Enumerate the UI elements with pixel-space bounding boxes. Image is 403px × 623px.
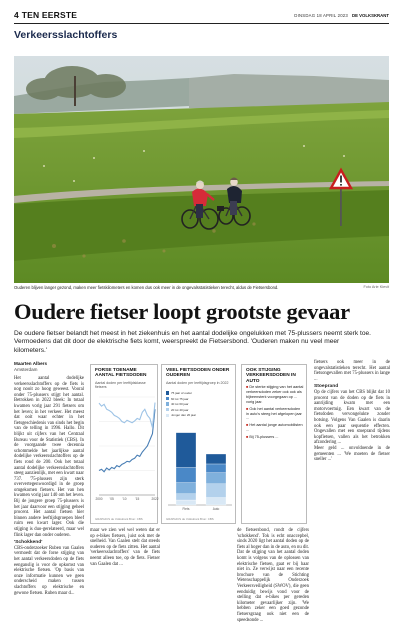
chart-fietsdoden-ouderen xyxy=(161,364,236,524)
stacked-bar-chart xyxy=(162,425,237,515)
chart-fietsdoden-trend xyxy=(90,364,158,524)
bar-segment xyxy=(176,467,196,482)
x-tick-label: '10 xyxy=(122,497,127,501)
chart-title: OOK STIJGING VERKEERSDODEN IN AUTO xyxy=(246,368,296,384)
bar-segment xyxy=(206,498,226,505)
legend-swatch xyxy=(166,397,169,400)
body-paragraph: Meer geld ... onvoldoende in de gemeenten ... 'We moeten de fietser sneller ...' xyxy=(314,445,390,463)
series-line xyxy=(99,409,155,471)
chart-title: FORSE TOENAME AANTAL FIETSDODEN xyxy=(95,368,147,379)
x-tick-label: 2000 xyxy=(95,497,103,501)
legend-swatch xyxy=(166,408,169,411)
bar-segment xyxy=(176,494,196,500)
body-paragraph: maar we zien wel wel weten dat er op e-bikes fietsers, juist ook met de snelheid. Van Gaalen stelt dat steeds ouderen op de fiets zitten. Het aantal 'verkeersslachtoffers' van de fiets neemt alleen toe, op de fiets. Fietser van Gaalen dat ... xyxy=(90,528,160,567)
legend-label: 75 jaar of ouder xyxy=(170,391,192,395)
x-tick-label: Auto xyxy=(212,507,220,511)
x-tick-label: '05 xyxy=(109,497,114,501)
photo-caption xyxy=(14,285,389,290)
body-paragraph: CBS-onderzoeker Ruben van Gaalen vermoedt dat de forse stijging van het aantal verkeersdoden op de fiets eenganslig is voor de opkomst van elektrische fietsen. 'Op basis van onze informatie kunnen we geen onderscheid maken tussen slachtoffers op elektrische en gewone fietsen. Ruben maar d... xyxy=(14,545,84,596)
bar-segment xyxy=(176,433,196,468)
bar-segment xyxy=(176,483,196,494)
legend-swatch xyxy=(166,391,169,394)
bar-segment xyxy=(206,464,226,473)
issue-date: DINSDAG 18 APRIL 2023 xyxy=(294,12,348,18)
chart-source: GRAPHICS de Volkskrant Bron: CBS xyxy=(95,517,143,521)
page-header xyxy=(14,8,389,22)
author-name: Maarten Albers xyxy=(14,361,48,366)
legend-label: 20 tot 40 jaar xyxy=(170,407,189,412)
lead-paragraph: De oudere fietser belandt het meest in het ziekenhuis en het aantal dodelijke ongelukken met 75-plussers neemt sterk toe. Vermoedens dat dit door de elektrische fiets komt, weerspreekt de Fietsersbond. 'Ouderen maken nu veel meer kilometers.' xyxy=(14,330,372,354)
legend-item xyxy=(166,397,189,401)
body-column-2 xyxy=(90,528,160,567)
page-number: 4 xyxy=(14,10,19,20)
x-tick-label: 2022 xyxy=(151,497,159,501)
body-paragraph: de fietsersbond, rondt de cijfers 'schokkend'. Tok is echt onaccepbel, sinds 2020 ligt het aantal doden op de fiets al hoger dan in de auto, en nu dit. Dat de stijging van het aantal doden komt is volgens van de oplossen van elektrische fietsen, gaat er bij haar niet in. Ze verwijst naar een recente brochure van de Stichting Wetenschappelijk Onderzoek Verkeersveiligheid (SWOV), die geen eenduidig bewijs vond voor de stelling dat e-bikes per gereden kilometer gevaarlijker zijn. 'We hebben zeker een goed gezonde fietsersgraag ook niet een de speedsonde ... xyxy=(237,528,309,623)
body-column-1 xyxy=(14,376,84,596)
legend-item xyxy=(166,402,189,406)
bar-segment xyxy=(176,500,196,505)
legend-swatch xyxy=(166,402,169,405)
legend-swatch xyxy=(166,414,169,417)
subheading-schokkend: 'Schokkend' xyxy=(14,540,43,546)
body-column-5 xyxy=(237,528,309,623)
bar-segment xyxy=(206,454,226,464)
caption-text: Ouderen blijven langer gezond, maken meer fietskilometers en komen dus ook meer in de ongevalsstatistieken terecht, aldus de Fietsersbond. xyxy=(14,285,279,290)
body-paragraph: fietsers ook meer in de ongevalstatistieken terecht. Het aantal fietsongevallen met 75-plussers in lange ... xyxy=(314,360,390,382)
bullet-item: ■ De sterke stijging van het aantal verkeersdoden zeker ook ook als bijbeensterk voorgegaan op ... vorig jaar. xyxy=(246,385,304,404)
chart-subtitle: Aantal doden per leeftijdsklasse fietsers xyxy=(95,381,146,390)
bar-segment xyxy=(206,484,226,498)
chart-bullets xyxy=(246,385,304,440)
chart-autododen xyxy=(241,364,307,524)
series-line xyxy=(99,403,155,428)
body-column-7 xyxy=(314,360,390,564)
photo-credit: Foto Arie Kievit xyxy=(363,285,389,289)
section-title: TEN EERSTE xyxy=(21,10,78,20)
paper-name: DE VOLKSKRANT xyxy=(351,12,389,18)
line-chart xyxy=(91,391,159,511)
legend-label: 60 tot 75 jaar xyxy=(170,396,189,401)
body-paragraph: Het aantal dodelijke verkeersslachtoffers op de fiets is nog nooit zo hoog geweest. Vooral onder 75-plussers stijgt het aantal. Betrokken in 2022 bleek: In totaal kwamen vorig jaar 291 fietsers om het leven; in het verkeer. Het meest dat ooit waar echter in het fietsgeschiedenis van sinds het begin van de telling in 1996. Hallo. Dit blijkt uit cijfers van het Centraal Bureau voor de Statistiek (CBS). In de voorgaande twee decennia schommelde het jaarlijkse aantal dodelijke verkeersslachtoffers op de fiets rond de 200. Ook het totaal aantal dodelijke verkeersslachtoffers steeg aanzienlijk, met een kwart naar 737. '75-plussers zijn sterk oververtegenwoordigd in de groep omgekomen fietsers. Het van hen kwamen vorig jaar 140 om het leven. Bij de jongere groep 75-plussers is het jaar daarvoor een stijging geheel procent. Het aantal fietsen hier binnen andere leeftijdsgroepen bleef ruim een kwart lager. Ook die stijging is duo-gerelateerd, maar wel flink lager dan onder ouderen. xyxy=(14,376,84,538)
chart-subtitle: Aantal doden per leeftijdsgroep in 2022 xyxy=(166,381,229,385)
body-paragraph: Op de cijfers van het CBS blijkt dat 10 procent van de doden op de fiets in aanrijding kwam met een motorvoertuig. Een kwart van de fietsdoden vervongelukte zonder botsing. Volgens Van Gaalen is daarin ook een paar sequentie effecten. Ongevallen met een stoeprand tijdens kopfietsen, vallen als het betrokken afzondering ... xyxy=(314,389,390,446)
header-rule xyxy=(14,23,389,24)
x-tick-label: Fiets xyxy=(182,507,190,511)
legend-item xyxy=(166,413,196,417)
kicker: Verkeersslachtoffers xyxy=(14,29,118,41)
chart-title: VEEL FIETSDODEN ONDER OUDEREN xyxy=(166,368,230,379)
author-city: Amsterdam xyxy=(14,366,38,372)
legend-label: Jonger dan 20 jaar xyxy=(170,413,197,418)
chart-source: GRAPHICS de Volkskrant Bron: CBS xyxy=(166,517,214,521)
hero-photo xyxy=(14,56,389,283)
x-tick-label: '15 xyxy=(135,497,140,501)
headline: Oudere fietser loopt grootste gevaar xyxy=(14,299,350,324)
bar-segment xyxy=(206,473,226,484)
bullet-item: ■ Bij 75-plussers ... xyxy=(246,435,279,440)
subheading-stoeprand: Stoeprand xyxy=(314,384,339,390)
bullet-item: ■ Het aantal jonge automobilisten ... xyxy=(246,423,303,433)
legend-item xyxy=(166,408,189,412)
byline xyxy=(14,361,47,372)
legend-label: 40 tot 60 jaar xyxy=(170,402,189,407)
bullet-item: ■ Ook het aantal verkeersdoden in auto's steeg het afgelopen jaar ... xyxy=(246,406,302,421)
legend-item xyxy=(166,391,192,395)
